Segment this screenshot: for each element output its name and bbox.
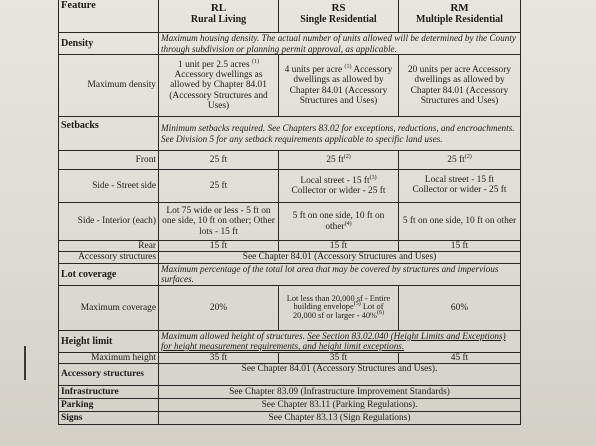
- footnote-ref: (3): [369, 174, 377, 181]
- signs-label: Signs: [59, 412, 159, 425]
- rm-interior: 5 ft on one side, 10 ft on other: [399, 203, 521, 241]
- rs-max-coverage: [279, 285, 399, 330]
- value-text: 20 units per acre: [407, 64, 471, 75]
- interior-setback-row: [59, 203, 521, 241]
- interior-label: Side - Interior (each): [59, 203, 159, 241]
- zone-name: Multiple Residential: [416, 14, 503, 26]
- note-text: Maximum allowed height of structures.: [161, 331, 305, 342]
- front-setback-row: [59, 151, 521, 170]
- footnote-ref: (2): [464, 153, 472, 160]
- accessory-setback-value: See Chapter 84.01 (Accessory Structures and Uses): [159, 252, 521, 263]
- header-row: [59, 0, 521, 33]
- rl-interior: Lot 75 wide or less - 5 ft on one side, 10 ft on other; Other lots - 15 ft: [159, 203, 279, 241]
- height-note: [159, 330, 521, 352]
- value-text: Collector or wider - 25 ft: [291, 186, 386, 196]
- signs-value: See Chapter 83.13 (Sign Regulations): [159, 412, 521, 425]
- lot-coverage-title: Lot coverage: [59, 263, 159, 285]
- value-text: Local street - 15 ft: [424, 175, 495, 186]
- street-side-label: Side - Street side: [59, 170, 159, 203]
- rs-max-height: 35 ft: [279, 352, 399, 363]
- parking-label: Parking: [59, 399, 159, 412]
- rm-max-height: 45 ft: [399, 352, 521, 363]
- accessory-height-value: See Chapter 84.01 (Accessory Structures and Uses).: [159, 364, 521, 386]
- zone-code: RS: [331, 1, 346, 14]
- rs-max-density: [279, 55, 399, 117]
- value-text: 4 units per acre: [284, 64, 343, 75]
- feature-header: Feature: [59, 0, 159, 33]
- rl-front: 25 ft: [159, 151, 279, 170]
- setbacks-section-row: [59, 117, 521, 151]
- footnote-ref: (5): [353, 301, 361, 308]
- pen-mark: [24, 346, 26, 380]
- max-density-row: [59, 55, 521, 117]
- footnote-ref: (1): [251, 58, 259, 65]
- setbacks-title: Setbacks: [59, 117, 159, 151]
- front-label: Front: [59, 151, 159, 170]
- zone-header-rs: [279, 0, 399, 33]
- infrastructure-row: [59, 386, 521, 399]
- rm-front: [399, 151, 521, 170]
- accessory-setback-label: Accessory structures: [59, 252, 159, 263]
- rl-max-coverage: 20%: [159, 285, 279, 330]
- lot-coverage-section-row: [59, 263, 521, 285]
- rm-max-coverage: 60%: [399, 285, 521, 330]
- density-title: Density: [59, 33, 159, 55]
- infrastructure-label: Infrastructure: [59, 386, 159, 399]
- zone-name: Single Residential: [300, 14, 377, 26]
- value-text: 1 unit per 2.5 acres: [178, 59, 250, 70]
- zone-name: Rural Living: [190, 14, 247, 26]
- signs-row: [59, 412, 521, 425]
- accessory-height-row: [59, 364, 521, 386]
- value-text: 25 ft: [326, 154, 344, 165]
- max-height-label: Maximum height: [59, 352, 159, 363]
- rear-setback-row: [59, 241, 521, 252]
- value-text: Accessory dwellings as allowed by Chapter 84.01 (Accessory Structures and Uses): [169, 69, 268, 112]
- zone-header-rl: [159, 0, 279, 33]
- value-text: 25 ft: [447, 154, 465, 165]
- zone-code: RL: [210, 1, 227, 14]
- height-limits-link[interactable]: See Section 83.02.040 (Height Limits and Exceptions) for height measurement requirements, and height limit exceptions.: [161, 331, 506, 352]
- zoning-standards-table: [58, 0, 521, 425]
- accessory-height-label: Accessory structures: [59, 364, 159, 386]
- max-coverage-row: [59, 285, 521, 330]
- rl-street-side: 25 ft: [159, 170, 279, 203]
- accessory-setback-row: [59, 252, 521, 263]
- street-side-setback-row: [59, 170, 521, 203]
- value-text: Accessory dwellings as allowed by Chapter 84.01 (Accessory Structures and Uses): [410, 64, 512, 106]
- infrastructure-value: See Chapter 83.09 (Infrastructure Improvement Standards): [159, 386, 521, 399]
- footnote-ref: (1): [344, 63, 352, 70]
- value-text: Accessory dwellings as allowed by Chapter 84.01 (Accessory Structures and Uses): [289, 64, 393, 106]
- setbacks-note: Minimum setbacks required. See Chapters 83.02 for exceptions, reductions, and encroachments. See Division 5 for any setback requirements applicable to specific land uses.: [159, 117, 521, 151]
- max-height-row: [59, 352, 521, 363]
- value-text: 5 ft on one side, 10 ft on other: [292, 211, 385, 232]
- lot-coverage-note: Maximum percentage of the total lot area that may be covered by structures and impervious surfaces.: [159, 263, 521, 285]
- zone-header-rm: [399, 0, 521, 33]
- max-coverage-label: Maximum coverage: [59, 285, 159, 330]
- rs-interior: [279, 203, 399, 241]
- rm-rear: 15 ft: [399, 241, 521, 252]
- rl-max-height: 35 ft: [159, 352, 279, 363]
- rs-street-side: [279, 170, 399, 203]
- rm-max-density: [399, 55, 521, 117]
- footnote-ref: (6): [377, 310, 385, 317]
- value-text: Lot of 20,000 sf or larger - 40%: [292, 302, 384, 320]
- density-note: Maximum housing density. The actual number of units allowed will be determined by the County through subdivision or planning permit approval, as applicable.: [159, 33, 521, 55]
- parking-row: [59, 399, 521, 412]
- value-text: Lot less than 20,000 sf - Entire building envelope: [286, 293, 391, 312]
- rl-rear: 15 ft: [159, 241, 279, 252]
- zone-code: RM: [450, 1, 469, 14]
- height-section-row: [59, 330, 521, 352]
- parking-value: See Chapter 83.11 (Parking Regulations).: [159, 399, 521, 412]
- rear-label: Rear: [59, 241, 159, 252]
- footnote-ref: (4): [344, 220, 352, 227]
- max-density-label: Maximum density: [59, 55, 159, 117]
- rs-front: [279, 151, 399, 170]
- density-section-row: [59, 33, 521, 55]
- footnote-ref: (2): [343, 153, 351, 160]
- rm-street-side: [399, 170, 521, 203]
- rs-rear: 15 ft: [279, 241, 399, 252]
- rl-max-density: [159, 55, 279, 117]
- value-text: Local street - 15 ft: [300, 175, 370, 186]
- height-title: Height limit: [59, 330, 159, 352]
- value-text: Collector or wider - 25 ft: [412, 185, 507, 195]
